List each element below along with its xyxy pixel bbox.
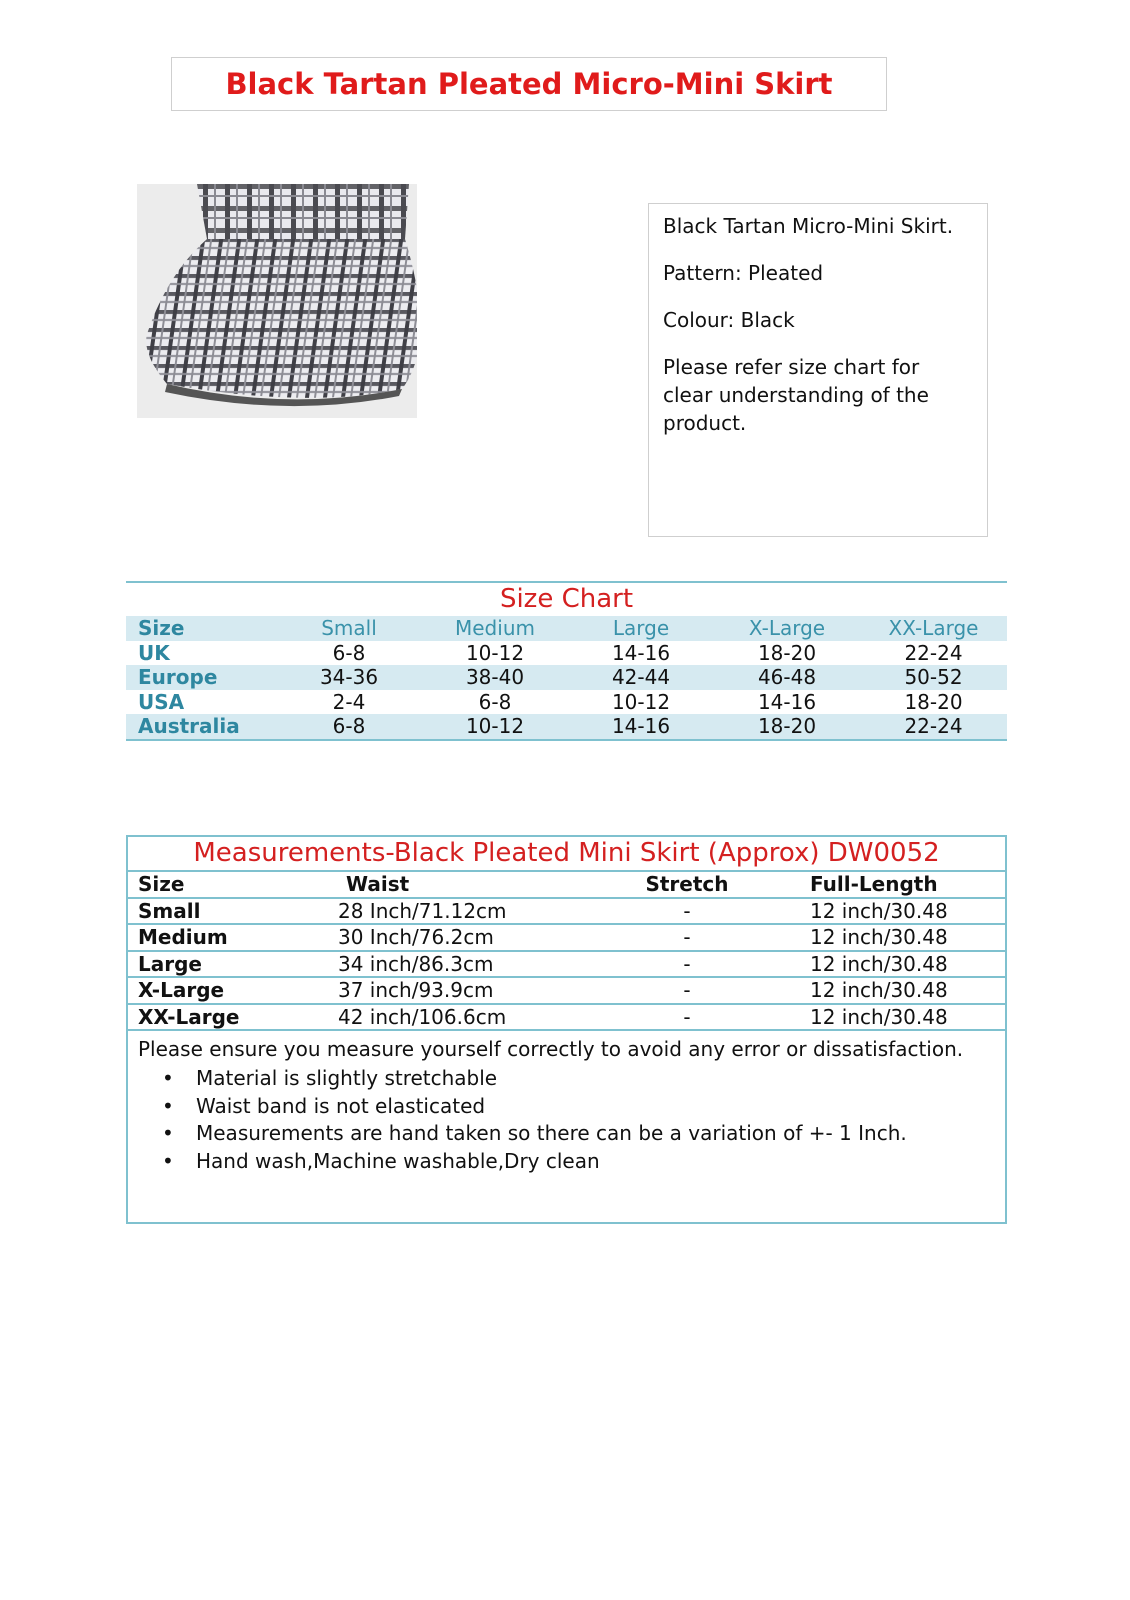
tartan-skirt-photo (137, 184, 417, 418)
table-cell: - (683, 898, 691, 923)
table-row (128, 1003, 1005, 1032)
table-row (126, 641, 1007, 666)
table-cell: 28 Inch/71.12cm (338, 898, 507, 923)
table-cell: - (683, 1004, 691, 1029)
table-cell: 6-8 (332, 714, 366, 738)
row-label: UK (138, 640, 170, 665)
list-item: • Hand wash,Machine washable,Dry clean (196, 1148, 995, 1176)
row-label: XX-Large (138, 1004, 240, 1029)
description-box (648, 203, 988, 537)
size-chart-header (126, 616, 1007, 641)
description-colour: Colour: Black (663, 308, 795, 332)
table-row (128, 976, 1005, 1003)
table-cell: 42 inch/106.6cm (338, 1004, 507, 1029)
table-row (128, 897, 1005, 924)
title-box (171, 57, 887, 111)
row-label: Europe (138, 665, 218, 689)
table-cell: 34 inch/86.3cm (338, 951, 494, 976)
table-cell: 37 inch/93.9cm (338, 978, 494, 1002)
row-label: Small (138, 898, 201, 923)
product-image (137, 184, 417, 418)
table-cell: 10-12 (465, 714, 525, 738)
header-cell: X-Large (748, 616, 826, 640)
table-cell: 12 inch/30.48 (810, 898, 948, 923)
header-cell: Medium (455, 616, 535, 640)
table-cell: 30 Inch/76.2cm (338, 925, 494, 949)
table-cell: 14-16 (611, 714, 671, 738)
description-title: Black Tartan Micro-Mini Skirt. (663, 214, 954, 238)
table-row (126, 690, 1007, 715)
table-cell: 38-40 (465, 665, 525, 689)
measurements-table (126, 835, 1007, 1224)
table-row (126, 665, 1007, 690)
care-list (138, 1065, 995, 1175)
header-cell: Small (321, 616, 377, 640)
table-cell: 46-48 (757, 665, 817, 689)
table-cell: 6-8 (478, 689, 512, 714)
table-row (126, 714, 1007, 741)
list-item: • Measurements are hand taken so there can be a variation of +- 1 Inch. (196, 1120, 995, 1148)
table-cell: 10-12 (465, 640, 525, 665)
description-note: Please refer size chart for clear understanding of the product. (663, 355, 929, 435)
table-cell: 42-44 (611, 665, 671, 689)
header-cell: Large (612, 616, 670, 640)
description-pattern: Pattern: Pleated (663, 261, 824, 285)
table-cell: 14-16 (611, 640, 671, 665)
list-item: • Material is slightly stretchable (196, 1065, 995, 1093)
page-title: Black Tartan Pleated Micro-Mini Skirt (225, 67, 833, 101)
table-cell: 6-8 (332, 640, 366, 665)
table-cell: 10-12 (611, 689, 671, 714)
table-cell: 2-4 (332, 689, 366, 714)
table-cell: - (683, 925, 691, 949)
table-cell: 12 inch/30.48 (810, 1004, 948, 1029)
row-label: Large (138, 951, 202, 976)
measure-note: Please ensure you measure yourself correctly to avoid any error or dissatisfaction. (138, 1037, 964, 1061)
row-label: Australia (138, 714, 240, 738)
row-label: USA (138, 689, 185, 714)
header-cell: XX-Large (888, 616, 979, 640)
measurements-title: Measurements-Black Pleated Mini Skirt (Approx) DW0052 (193, 838, 940, 868)
table-cell: 12 inch/30.48 (810, 925, 948, 949)
table-cell: - (683, 978, 691, 1002)
measurements-header (128, 870, 1005, 897)
size-chart-title: Size Chart (126, 581, 1007, 616)
table-cell: 12 inch/30.48 (810, 978, 948, 1002)
header-cell: Full-Length (810, 872, 938, 896)
row-label: Medium (138, 925, 228, 949)
table-cell: - (683, 951, 691, 976)
table-row (128, 950, 1005, 977)
table-cell: 14-16 (757, 689, 817, 714)
table-cell: 22-24 (904, 640, 963, 665)
table-cell: 22-24 (904, 714, 963, 738)
table-cell: 18-20 (757, 640, 817, 665)
header-cell: Stretch (645, 872, 729, 896)
row-label: X-Large (138, 978, 225, 1002)
measurement-notes (128, 1033, 1005, 1175)
header-cell: Size (138, 872, 185, 896)
size-chart (126, 581, 1007, 741)
header-cell: Waist (346, 872, 410, 896)
table-row (128, 923, 1005, 950)
table-cell: 34-36 (319, 665, 379, 689)
list-item: • Waist band is not elasticated (196, 1093, 995, 1121)
table-cell: 18-20 (757, 714, 817, 738)
table-cell: 18-20 (904, 689, 963, 714)
table-cell: 12 inch/30.48 (810, 951, 948, 976)
header-cell: Size (138, 616, 185, 640)
table-cell: 50-52 (904, 665, 963, 689)
